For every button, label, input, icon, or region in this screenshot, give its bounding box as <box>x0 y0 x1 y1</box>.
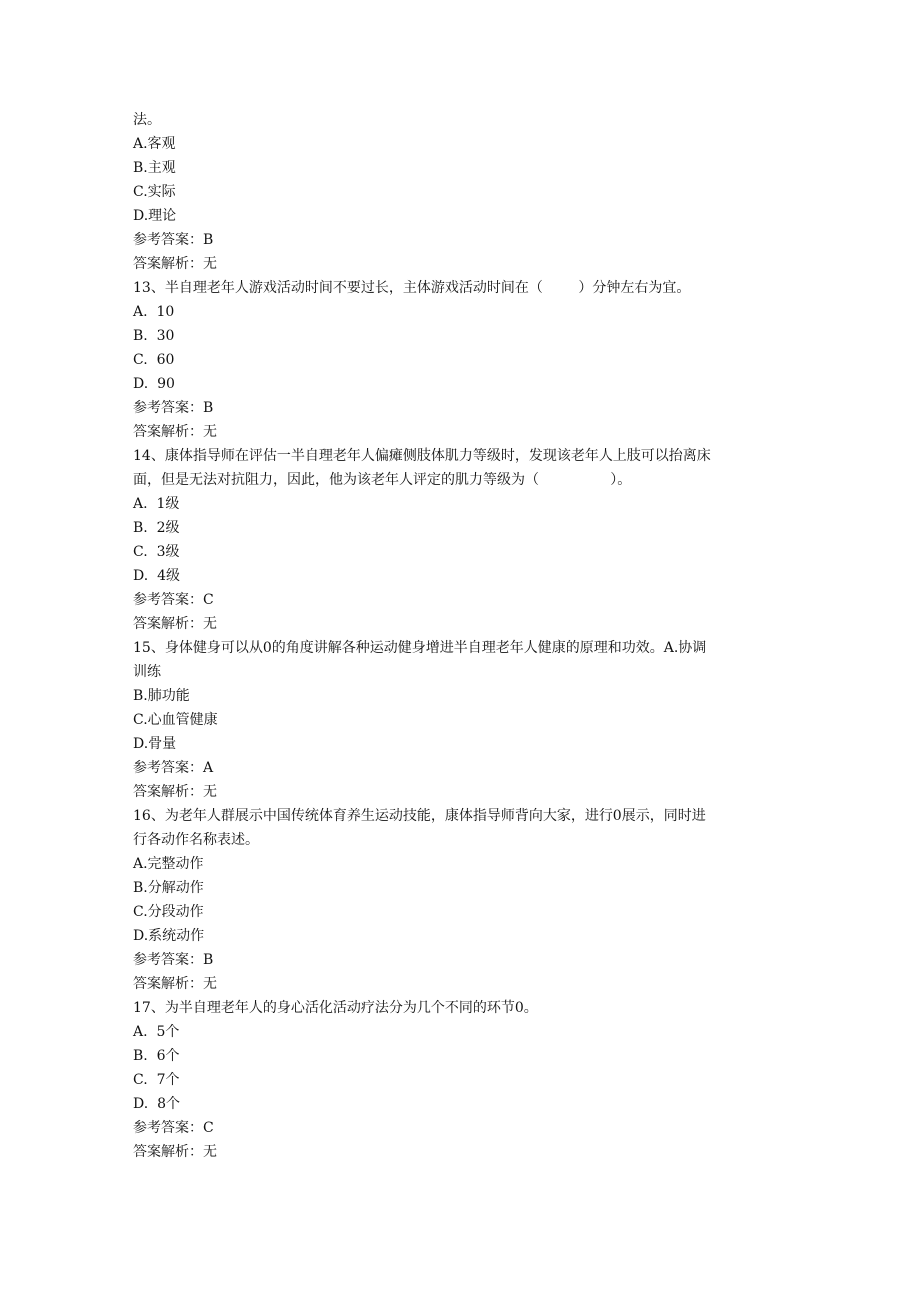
option-a: A. 10 <box>133 304 175 320</box>
option-b: B. 6个 <box>133 1048 180 1064</box>
option-c: C. 7个 <box>133 1072 180 1088</box>
option-d: D. 4级 <box>133 568 180 584</box>
option-d: D. 8个 <box>133 1096 180 1112</box>
option-b: B.肺功能 <box>133 688 190 704</box>
option-a: A. 1级 <box>133 496 180 512</box>
reference-answer: 参考答案：B <box>133 232 214 248</box>
option-b: B. 30 <box>133 328 175 344</box>
option-b: B.主观 <box>133 160 176 176</box>
option-d: D. 90 <box>133 376 175 392</box>
document-body <box>133 108 783 1164</box>
question-17: 17、为半自理老年人的身心活化活动疗法分为几个不同的环节0。 <box>133 1000 538 1016</box>
text-line: 法。 <box>133 112 161 128</box>
question-15: 15、身体健身可以从0的角度讲解各种运动健身增进半自理老年人健康的原理和功效。A.协调 <box>133 640 707 656</box>
option-b: B. 2级 <box>133 520 180 536</box>
option-b: B.分解动作 <box>133 880 204 896</box>
answer-explanation: 答案解析：无 <box>133 784 217 800</box>
option-a: A.客观 <box>133 136 176 152</box>
answer-explanation: 答案解析：无 <box>133 256 217 272</box>
question-16: 16、为老年人群展示中国传统体育养生运动技能，康体指导师背向大家，进行0展示，同时进 <box>133 808 706 824</box>
option-c: C. 3级 <box>133 544 180 560</box>
question-13: 13、半自理老年人游戏活动时间不要过长，主体游戏活动时间在（ ）分钟左右为宜。 <box>133 280 691 296</box>
option-c: C. 60 <box>133 352 175 368</box>
option-c: C.分段动作 <box>133 904 204 920</box>
option-d: D.理论 <box>133 208 177 224</box>
reference-answer: 参考答案：C <box>133 1120 214 1136</box>
option-a: A. 5个 <box>133 1024 180 1040</box>
question-14-continued: 面，但是无法对抗阻力，因此，他为该老年人评定的肌力等级为（ ）。 <box>133 472 632 488</box>
option-c: C.心血管健康 <box>133 712 218 728</box>
question-15-continued: 训练 <box>133 664 161 680</box>
answer-explanation: 答案解析：无 <box>133 616 217 632</box>
option-c: C.实际 <box>133 184 176 200</box>
question-14: 14、康体指导师在评估一半自理老年人偏瘫侧肢体肌力等级时，发现该老年人上肢可以抬离床 <box>133 448 711 464</box>
answer-explanation: 答案解析：无 <box>133 424 217 440</box>
option-d: D.系统动作 <box>133 928 205 944</box>
answer-explanation: 答案解析：无 <box>133 1144 217 1160</box>
answer-explanation: 答案解析：无 <box>133 976 217 992</box>
reference-answer: 参考答案：B <box>133 400 214 416</box>
question-16-continued: 行各动作名称表述。 <box>133 832 259 848</box>
option-a: A.完整动作 <box>133 856 204 872</box>
option-d: D.骨量 <box>133 736 177 752</box>
reference-answer: 参考答案：C <box>133 592 214 608</box>
reference-answer: 参考答案：B <box>133 952 214 968</box>
reference-answer: 参考答案：A <box>133 760 214 776</box>
